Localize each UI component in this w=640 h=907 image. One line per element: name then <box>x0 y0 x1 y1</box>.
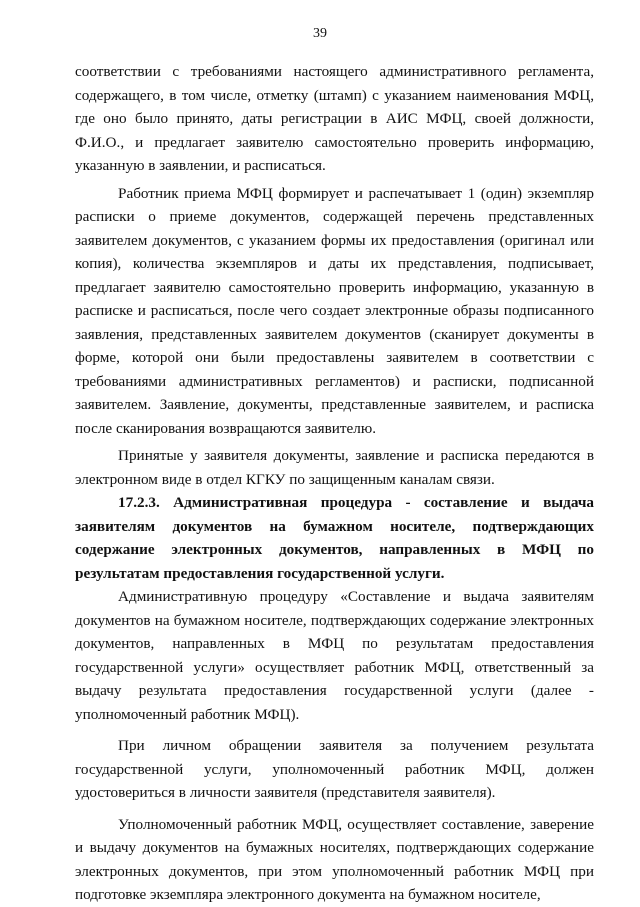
paragraph-continuation: соответствии с требованиями настоящего административного регламента, содержащего, в том числе, отметку (штамп) с указанием наименования МФЦ, где оно было принято, даты регистрации в АИС МФЦ, своей должности, Ф.И.О., и предлагает заявителю самостоятельно проверить информацию, указанную в заявлении, и расписаться. <box>75 63 594 174</box>
paragraph-procedure-description: Административную процедуру «Составление и выдача заявителям документов на бумажном носителе, подтверждающих содержание электронных документов, направленных в МФЦ по результатам предоставления государственной услуги» осуществляет работник МФЦ, ответственный за выдачу результата предоставления государственной услуги (далее - уполномоченный работник МФЦ). <box>75 588 594 723</box>
paragraph-documents-transfer: Принятые у заявителя документы, заявление и расписка передаются в электронном виде в отдел КГКУ по защищенным каналам связи. <box>75 447 594 488</box>
page-content <box>75 60 594 907</box>
paragraph-receipt-formation: Работник приема МФЦ формирует и распечатывает 1 (один) экземпляр расписки о приеме документов, содержащей перечень представленных заявителем документов, с указанием формы их предоставления (оригинал или копия), количества экземпляров и даты их представления, подписывает, предлагает заявителю самостоятельно проверить информацию, указанную в расписке и расписаться, после чего создает электронные образы подписанного заявления, представленных заявителем документов (сканирует документы в форме, которой они были предоставлены заявителем в соответствии с требованиями административных регламентов) и расписки, подписанной заявителем. Заявление, документы, представленные заявителем, и расписка после сканирования возвращаются заявителю. <box>75 184 594 437</box>
paragraph-identity-verification: При личном обращении заявителя за получением результата государственной услуги, уполномоченный работник МФЦ, должен удостовериться в личности заявителя (представителя заявителя). <box>75 737 594 801</box>
page-number: 39 <box>313 26 327 41</box>
section-heading-17-2-3: 17.2.3. Административная процедура - составление и выдача заявителям документов на бумажном носителе, подтверждающих содержание электронных документов, направленных в МФЦ по результатам предоставления государственной услуги. <box>75 494 594 582</box>
paragraph-authorized-worker: Уполномоченный работник МФЦ, осуществляет составление, заверение и выдачу документов на бумажных носителях, подтверждающих содержание электронных документов, при этом уполномоченный работник МФЦ при подготовке экземпляра электронного документа на бумажном носителе, <box>75 815 594 903</box>
